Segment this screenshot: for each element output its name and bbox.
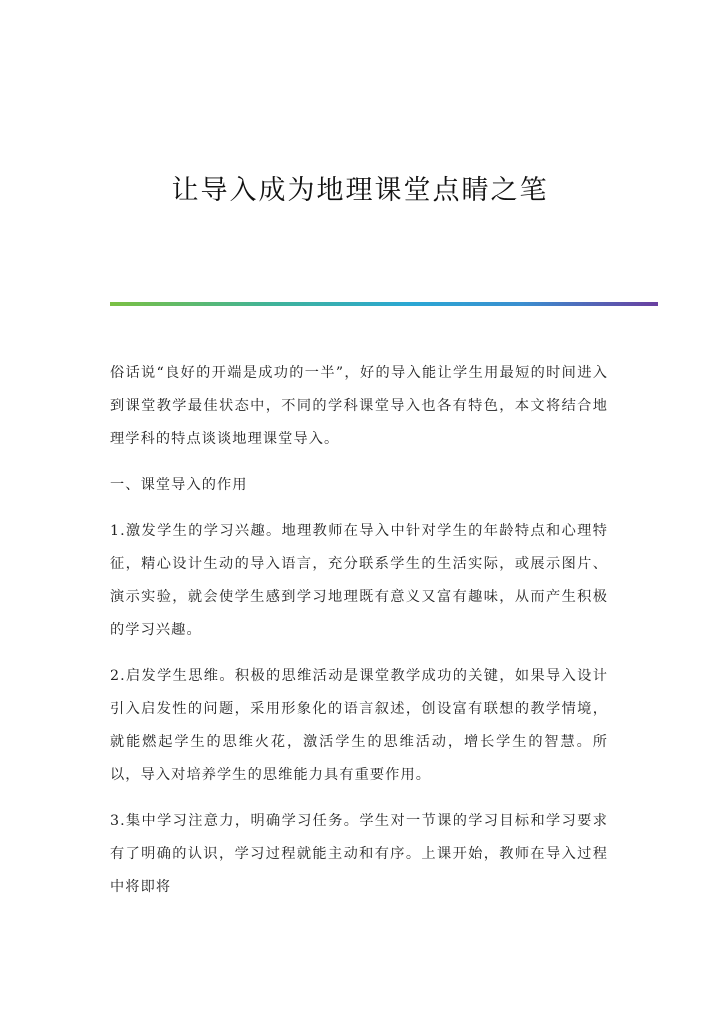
document-title: 让导入成为地理课堂点睛之笔 — [171, 175, 549, 206]
title-divider — [110, 302, 658, 306]
point-2-paragraph: 2.启发学生思维。积极的思维活动是课堂教学成功的关键，如果导入设计引入启发性的问题，采用形象化的语言叙述，创设富有联想的教学情境，就能燃起学生的思维火花，激活学生的思维活动，增长学生的智慧。所以，导入对培养学生的思维能力具有重要作用。 — [110, 668, 608, 783]
section-heading: 一、课堂导入的作用 — [110, 477, 248, 493]
point-3-paragraph: 3.集中学习注意力，明确学习任务。学生对一节课的学习目标和学习要求有了明确的认识，学习过程就能主动和有序。上课开始，教师在导入过程中将即将 — [110, 813, 608, 895]
point-1-paragraph: 1.激发学生的学习兴趣。地理教师在导入中针对学生的年龄特点和心理特征，精心设计生动的导入语言，充分联系学生的生活实际，或展示图片、演示实验，就会使学生感到学习地理既有意义又富有趣味，从而产生积极的学习兴趣。 — [110, 523, 608, 638]
intro-paragraph: 俗话说“良好的开端是成功的一半”，好的导入能让学生用最短的时间进入到课堂教学最佳状态中，不同的学科课堂导入也各有特色，本文将结合地理学科的特点谈谈地理课堂导入。 — [110, 365, 608, 447]
document-body — [110, 357, 608, 917]
